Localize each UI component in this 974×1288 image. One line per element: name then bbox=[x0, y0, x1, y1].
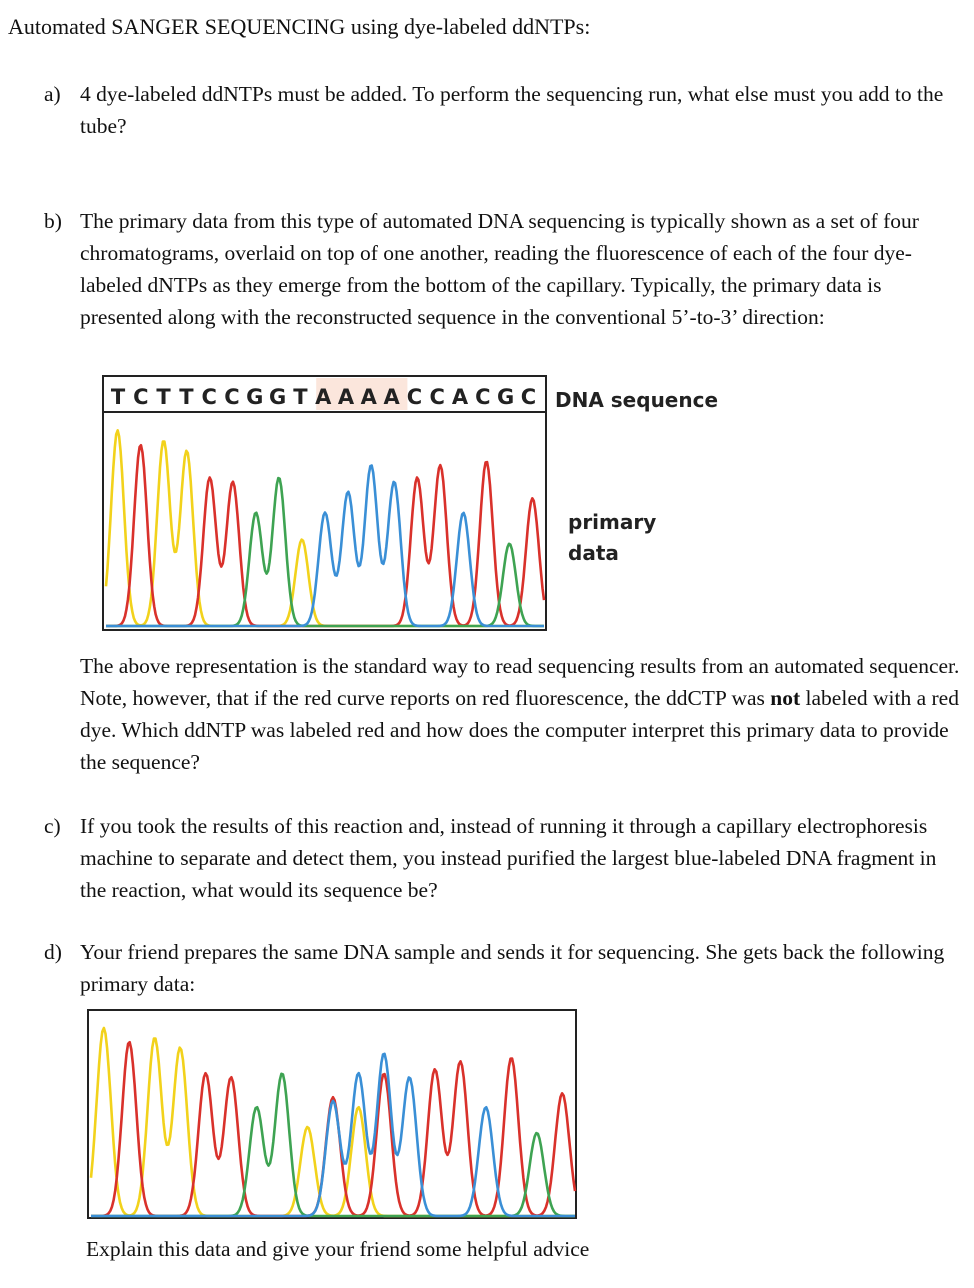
yellow-trace bbox=[91, 1028, 575, 1216]
friend-chromatogram-figure bbox=[86, 1008, 580, 1222]
sequence-letter: G bbox=[496, 385, 515, 409]
sequence-letter: C bbox=[224, 385, 240, 409]
question-b-label: b) bbox=[44, 209, 62, 233]
sequence-letter: G bbox=[246, 385, 264, 409]
sequence-letter: A bbox=[383, 385, 400, 409]
sequence-letter: C bbox=[429, 385, 445, 409]
sequence-letter: A bbox=[315, 385, 332, 409]
sequence-letter: A bbox=[337, 385, 355, 409]
question-c-text: If you took the results of this reaction and, instead of running it through a capillary electrophoresis machine to separate and detect them, you instead purified the largest blue-labeled DNA fragment in the reaction, what would its sequence be? bbox=[80, 814, 937, 902]
figure2-caption: Explain this data and give your friend some helpful advice bbox=[86, 1237, 590, 1261]
yellow-trace bbox=[106, 430, 544, 626]
question-d-label: d) bbox=[44, 940, 62, 964]
question-b bbox=[44, 205, 954, 333]
sequence-letter: C bbox=[133, 385, 149, 409]
question-a-label: a) bbox=[44, 82, 61, 106]
followup-bold: not bbox=[770, 686, 801, 710]
sequence-letter: T bbox=[293, 385, 308, 409]
dna-sequence-label: DNA sequence bbox=[555, 388, 719, 412]
question-b-text: The primary data from this type of automated DNA sequencing is typically shown as a set of four chromatograms, overlaid on top of one another, reading the fluorescence of each of the four dye-labeled dNTPs as they emerge from the bottom of the capillary. Typically, the primary data is presented along with the reconstructed sequence in the conventional 5’-to-3’ direction: bbox=[80, 209, 919, 329]
sequence-letters bbox=[111, 378, 536, 410]
friend-data-box bbox=[88, 1010, 576, 1218]
sequence-letter: T bbox=[179, 385, 194, 409]
sequence-letter: C bbox=[475, 385, 491, 409]
chromatogram-figure bbox=[100, 374, 720, 636]
followup-text-1: The above representation is the standard way to read sequencing results from an automated sequencer. Note, however, that if the red curve reports on red fluorescence, the ddCTP was bbox=[80, 654, 960, 710]
sequence-letter: G bbox=[268, 385, 287, 409]
sequence-letter: T bbox=[110, 385, 126, 409]
sequence-letter: C bbox=[520, 385, 537, 409]
friend-trace-group bbox=[91, 1028, 575, 1216]
trace-group bbox=[106, 430, 544, 626]
primary-data-label-1: primary bbox=[568, 510, 657, 534]
primary-data-label-2: data bbox=[568, 541, 619, 565]
question-c-label: c) bbox=[44, 814, 61, 838]
question-a bbox=[44, 78, 954, 142]
sequence-letter: C bbox=[406, 385, 423, 409]
question-c bbox=[44, 810, 954, 906]
sequence-letter: C bbox=[201, 385, 217, 409]
question-b-followup bbox=[80, 650, 960, 778]
question-d-text: Your friend prepares the same DNA sample and sends it for sequencing. She gets back the following primary data: bbox=[80, 940, 945, 996]
followup-text-2: labeled with a red dye. Which ddNTP was labeled red and how does the computer interpret this primary data to provide the sequence? bbox=[80, 686, 959, 774]
question-a-text: 4 dye-labeled ddNTPs must be added. To perform the sequencing run, what else must you add to the tube? bbox=[80, 82, 944, 138]
page-title: Automated SANGER SEQUENCING using dye-labeled ddNTPs: bbox=[8, 14, 591, 39]
sequence-letter: A bbox=[360, 385, 377, 409]
sequence-letter: T bbox=[156, 385, 171, 409]
question-d bbox=[44, 936, 954, 1000]
sequence-letter: A bbox=[451, 385, 469, 409]
